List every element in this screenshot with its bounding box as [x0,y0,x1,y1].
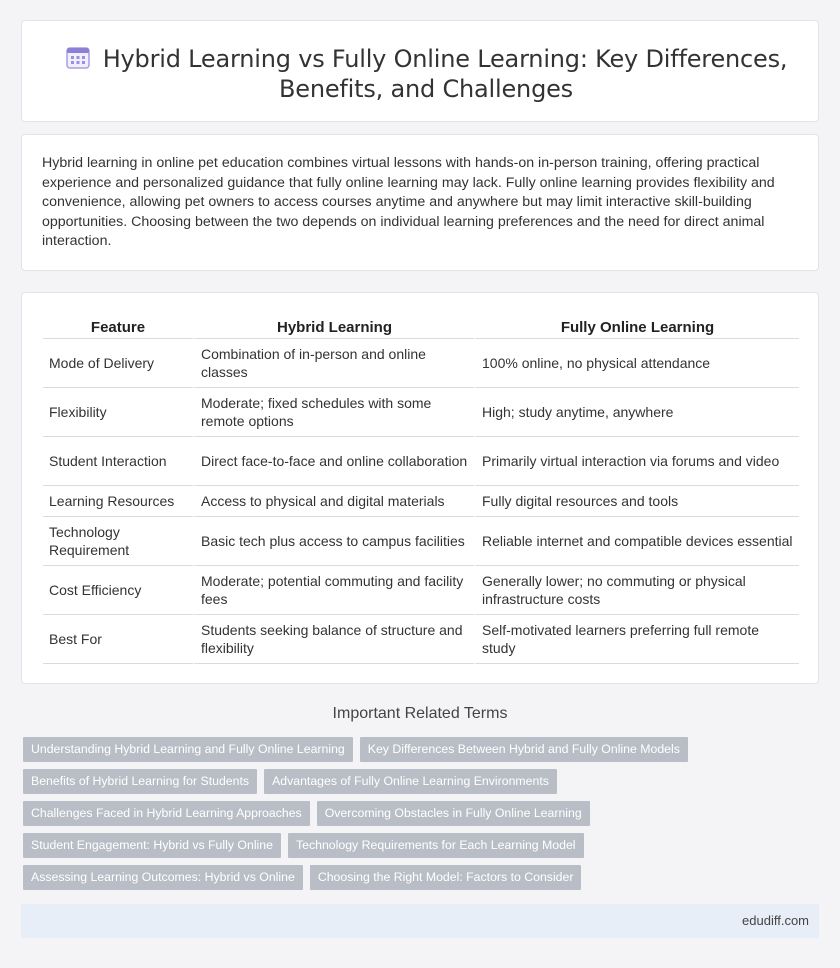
related-terms-title: Important Related Terms [332,705,508,722]
page-title [44,44,808,104]
related-term-tag[interactable]: Benefits of Hybrid Learning for Students [23,769,257,794]
table-row [43,517,799,566]
feature-cell: Learning Resources [43,486,193,517]
related-term-tag[interactable]: Key Differences Between Hybrid and Fully Online Models [360,737,688,762]
header-online: Fully Online Learning [474,313,799,339]
footer [21,904,819,938]
table-header-row [43,313,799,339]
related-term-tag[interactable]: Challenges Faced in Hybrid Learning Approaches [23,801,310,826]
header-card [21,20,819,122]
calendar-icon [65,46,91,70]
header-feature: Feature [43,313,193,339]
hybrid-cell: Students seeking balance of structure and flexibility [193,615,474,664]
comparison-table-card [21,292,819,684]
related-terms-list [23,737,803,897]
related-term-tag[interactable]: Assessing Learning Outcomes: Hybrid vs Online [23,865,303,890]
table-row [43,388,799,437]
related-term-tag[interactable]: Understanding Hybrid Learning and Fully Online Learning [23,737,353,762]
table-row [43,437,799,486]
table-row [43,486,799,517]
online-cell: Generally lower; no commuting or physical infrastructure costs [474,566,799,615]
tag-row [23,801,803,833]
comparison-table [43,313,799,664]
feature-cell: Best For [43,615,193,664]
tag-row [23,833,803,865]
page-title-text: Hybrid Learning vs Fully Online Learning: Key Differences, Benefits, and Challenges [102,45,788,103]
table-row [43,339,799,388]
hybrid-cell: Direct face-to-face and online collaboration [193,437,474,486]
hybrid-cell: Moderate; potential commuting and facility fees [193,566,474,615]
online-cell: 100% online, no physical attendance [474,339,799,388]
feature-cell: Cost Efficiency [43,566,193,615]
feature-cell: Mode of Delivery [43,339,193,388]
online-cell: Reliable internet and compatible devices essential [474,517,799,566]
feature-cell: Flexibility [43,388,193,437]
online-cell: Primarily virtual interaction via forums and video [474,437,799,486]
tag-row [23,737,803,769]
related-term-tag[interactable]: Technology Requirements for Each Learning Model [288,833,584,858]
header-hybrid: Hybrid Learning [193,313,474,339]
related-term-tag[interactable]: Advantages of Fully Online Learning Environments [264,769,557,794]
hybrid-cell: Access to physical and digital materials [193,486,474,517]
related-term-tag[interactable]: Choosing the Right Model: Factors to Consider [310,865,582,890]
feature-cell: Technology Requirement [43,517,193,566]
table-row [43,566,799,615]
tag-row [23,769,803,801]
table-row [43,615,799,664]
related-term-tag[interactable]: Student Engagement: Hybrid vs Fully Online [23,833,281,858]
online-cell: High; study anytime, anywhere [474,388,799,437]
footer-site[interactable]: edudiff.com [742,913,809,928]
hybrid-cell: Moderate; fixed schedules with some remote options [193,388,474,437]
feature-cell: Student Interaction [43,437,193,486]
hybrid-cell: Basic tech plus access to campus facilities [193,517,474,566]
intro-paragraph: Hybrid learning in online pet education combines virtual lessons with hands-on in-person training, offering practical experience and personalized guidance that fully online learning may lack. Fully online learning provides flexibility and convenience, allowing pet owners to access courses anytime and anywhere but may limit interactive skill-building opportunities. Choosing between the two depends on individual learning preferences and the need for direct animal interaction. [42,155,775,249]
online-cell: Fully digital resources and tools [474,486,799,517]
tag-row [23,865,803,897]
related-term-tag[interactable]: Overcoming Obstacles in Fully Online Learning [317,801,590,826]
online-cell: Self-motivated learners preferring full remote study [474,615,799,664]
hybrid-cell: Combination of in-person and online classes [193,339,474,388]
intro-card [21,134,819,271]
